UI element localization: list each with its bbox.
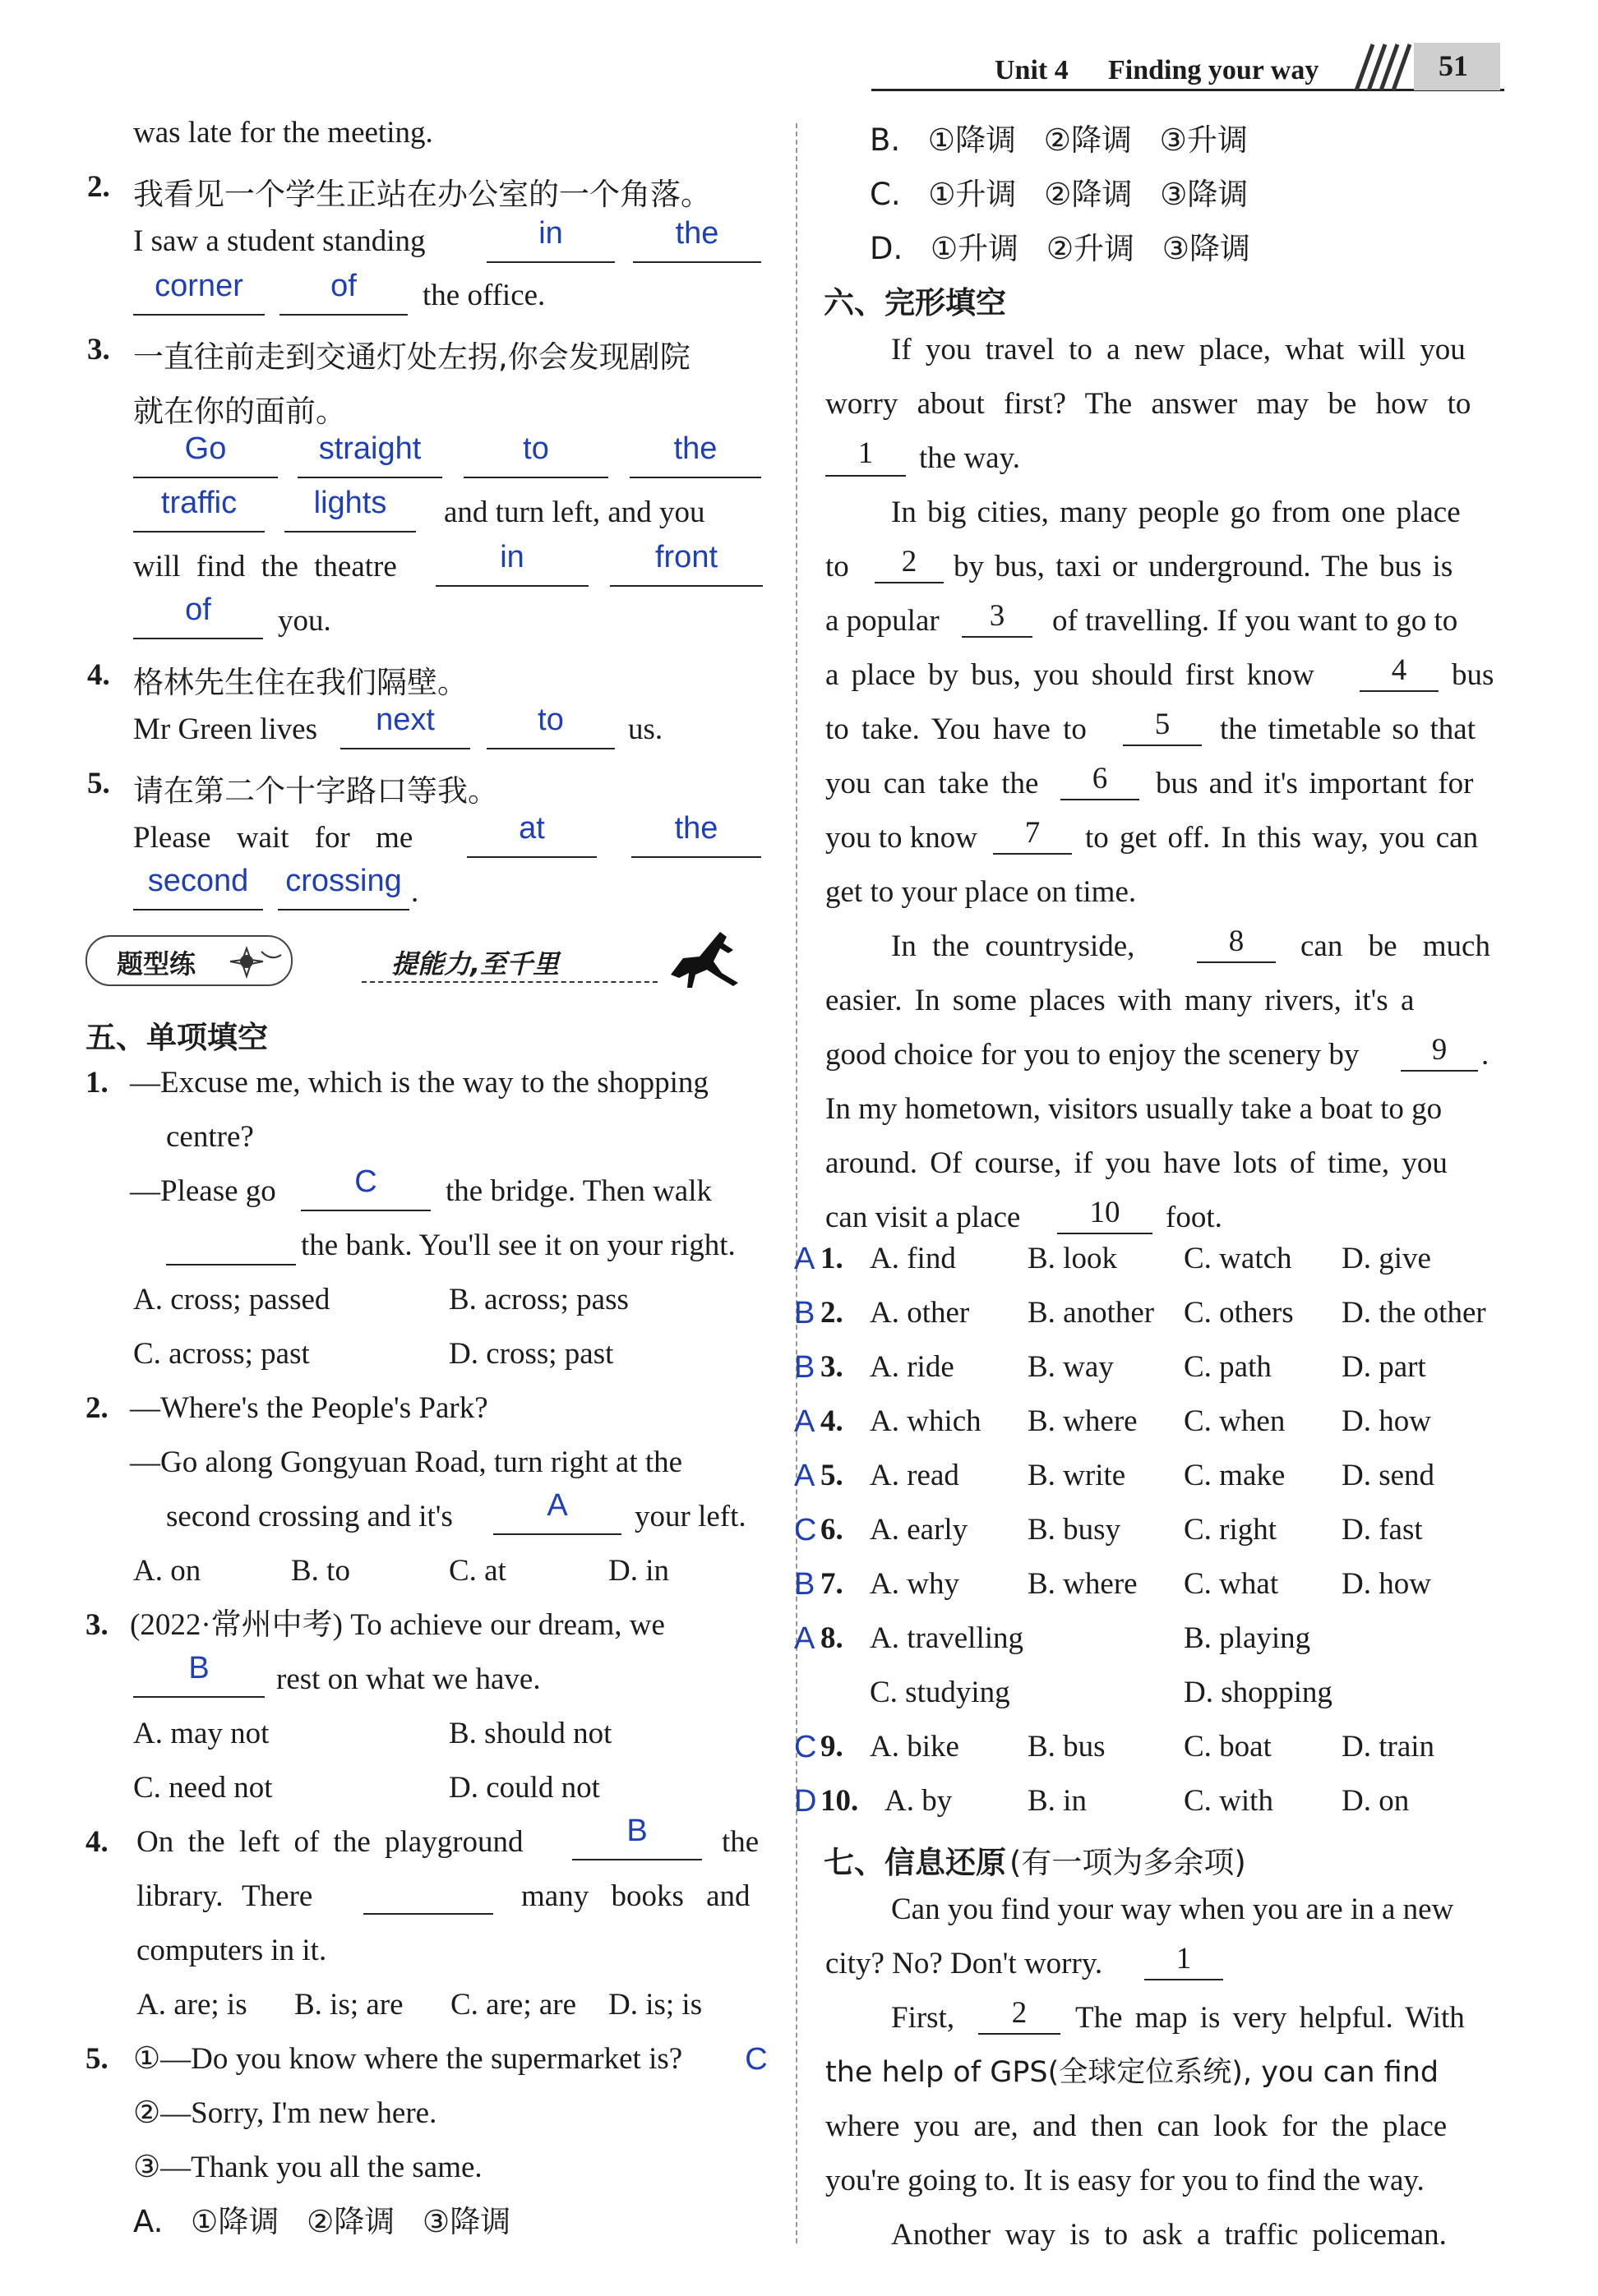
cloze-line-1: If you travel to a new place, what will you (891, 333, 1466, 367)
q2-answer-2: the (675, 216, 719, 251)
q3-answer-6: lights (313, 486, 387, 520)
q5-blank-4[interactable] (278, 909, 409, 911)
s5q3-number: 3. (85, 1608, 109, 1642)
q4-english-a: Mr Green lives (133, 712, 317, 746)
s5q3-opt-a[interactable]: A. may not (133, 1717, 270, 1750)
sec7-line6: you're going to. It is easy for you to find the way. (825, 2164, 1425, 2197)
cq10-answer: D (794, 1784, 817, 1819)
q3-answer-9: of (185, 592, 211, 627)
s5q1-blank[interactable] (301, 1210, 431, 1211)
q4-blank-2[interactable] (487, 748, 615, 749)
cq10-number: 10. (820, 1784, 859, 1818)
cloze-line-22: . (1481, 1038, 1489, 1072)
s5q4-blank-1[interactable] (572, 1859, 702, 1860)
cq1-opt-b[interactable]: B. look (1028, 1242, 1117, 1275)
s5q2-line3b: your left. (635, 1500, 746, 1533)
q3-chinese-1: 一直往前走到交通灯处左拐,你会发现剧院 (133, 339, 690, 375)
q2-english-a: I saw a student standing (133, 224, 426, 258)
sec7-line4: the help of GPS(全球定位系统), you can find (825, 2056, 1439, 2089)
cloze-blank-1-num: 1 (857, 436, 874, 470)
cq9-opt-d[interactable]: D. train (1342, 1730, 1435, 1763)
cq1-opt-c[interactable]: C. watch (1184, 1242, 1292, 1275)
s5q5-line2: ②—Sorry, I'm new here. (133, 2096, 437, 2130)
sec7-line1: Can you find your way when you are in a new (891, 1893, 1454, 1926)
cloze-blank-4[interactable] (1360, 690, 1439, 692)
cq2-opt-b[interactable]: B. another (1028, 1296, 1155, 1330)
q5-english-a: Please wait for me (133, 821, 413, 855)
cloze-line-14: bus and it's important for (1156, 767, 1474, 800)
cq10-opt-c[interactable]: C. with (1184, 1784, 1273, 1818)
cq10-opt-b[interactable]: B. in (1028, 1784, 1087, 1818)
cq6-number: 6. (820, 1513, 843, 1547)
cq1-answer: A (794, 1242, 815, 1276)
q3-answer-8: front (654, 540, 718, 574)
cq6-opt-c[interactable]: C. right (1184, 1513, 1277, 1547)
s5q4-opt-a[interactable]: A. are; is (136, 1988, 247, 2022)
cloze-line-25: can visit a place (825, 1201, 1021, 1234)
cq2-answer: B (794, 1296, 815, 1330)
q4-answer-1: next (376, 703, 435, 737)
cq9-opt-a[interactable]: A. bike (870, 1730, 959, 1763)
s5q2-blank[interactable] (493, 1533, 621, 1535)
s5q3-line1: (2022·常州中考) To achieve our dream, we (130, 1608, 665, 1642)
cloze-line-17: get to your place on time. (825, 875, 1137, 909)
cloze-blank-5[interactable] (1123, 745, 1202, 746)
q3-answer-3: to (523, 431, 549, 466)
q3-answer-7: in (500, 540, 524, 574)
sec7-note: (有一项为多余项) (1009, 1845, 1246, 1880)
cloze-blank-8[interactable] (1197, 961, 1276, 963)
cq5-opt-a[interactable]: A. read (870, 1459, 959, 1492)
q5-blank-3[interactable] (133, 909, 263, 911)
s5q1-number: 1. (85, 1066, 109, 1100)
continued-line: was late for the meeting. (133, 116, 433, 150)
q2-number: 2. (87, 170, 110, 204)
q3-english-a: and turn left, and you (444, 496, 705, 529)
sec7-blank-2-num: 2 (1011, 1996, 1028, 2030)
cloze-line-7: a popular (825, 604, 940, 638)
cq2-opt-d[interactable]: D. the other (1342, 1296, 1486, 1330)
cq7-number: 7. (820, 1567, 843, 1601)
cq3-opt-c[interactable]: C. path (1184, 1350, 1272, 1384)
s5q1-line3a: —Please go (130, 1174, 276, 1208)
s5q2-answer: A (547, 1488, 568, 1523)
cq5-answer: A (794, 1459, 815, 1493)
q3-blank-5[interactable] (133, 531, 265, 533)
s5q1-opt-c[interactable]: C. across; past (133, 1337, 310, 1371)
s5q2-line2: —Go along Gongyuan Road, turn right at the (130, 1445, 683, 1479)
cq4-number: 4. (820, 1404, 843, 1438)
cq6-opt-d[interactable]: D. fast (1342, 1513, 1423, 1547)
q5-number: 5. (87, 767, 110, 800)
page-number-box (1414, 43, 1500, 90)
s5q4-line2b: many books and (521, 1879, 751, 1913)
cloze-line-15: you to know (825, 821, 977, 855)
q5-answer-3: second (147, 864, 249, 898)
cq5-opt-c[interactable]: C. make (1184, 1459, 1286, 1492)
cq6-answer: C (794, 1513, 817, 1547)
cloze-blank-7-num: 7 (1024, 816, 1041, 850)
q3-blank-7[interactable] (436, 585, 589, 587)
s5q4-opt-d[interactable]: D. is; is (608, 1988, 703, 2022)
q3-chinese-2: 就在你的面前。 (133, 394, 346, 429)
q3-answer-5: traffic (160, 486, 238, 520)
cq7-opt-b[interactable]: B. where (1028, 1567, 1138, 1601)
cq4-opt-d[interactable]: D. how (1342, 1404, 1431, 1438)
q5-blank-1[interactable] (467, 856, 597, 858)
q5-answer-1: at (519, 811, 545, 846)
s5q3-line2: rest on what we have. (276, 1662, 541, 1696)
q3-answer-1: Go (184, 431, 227, 466)
s5q4-opt-c[interactable]: C. are; are (450, 1988, 577, 2022)
s5q5-line3: ③—Thank you all the same. (133, 2151, 483, 2184)
s5q2-opt-d[interactable]: D. in (608, 1554, 669, 1588)
q3-answer-4: the (673, 431, 718, 466)
s5q2-line1: —Where's the People's Park? (130, 1391, 488, 1425)
cloze-line-23: In my hometown, visitors usually take a boat to go (825, 1092, 1443, 1126)
r-opt-d[interactable]: D. ①升调 ②升调 ③降调 (870, 231, 1251, 266)
sec7-line5: where you are, and then can look for the place (825, 2109, 1448, 2143)
cloze-line-10: bus (1452, 658, 1494, 692)
q3-blank-8[interactable] (610, 585, 763, 587)
cq8-opt-a[interactable]: A. travelling (870, 1621, 1024, 1655)
cq9-number: 9. (820, 1730, 843, 1763)
q2-answer-4: of (330, 269, 357, 303)
cq3-opt-d[interactable]: D. part (1342, 1350, 1426, 1384)
cq9-opt-c[interactable]: C. boat (1184, 1730, 1272, 1763)
cloze-line-6: by bus, taxi or underground. The bus is (954, 550, 1453, 583)
cq2-opt-c[interactable]: C. others (1184, 1296, 1294, 1330)
cloze-blank-8-num: 8 (1228, 924, 1245, 958)
cloze-blank-6[interactable] (1060, 799, 1139, 800)
s5q3-blank[interactable] (133, 1696, 265, 1698)
cq9-opt-b[interactable]: B. bus (1028, 1730, 1106, 1763)
banner-tag-box (85, 935, 293, 986)
s5q1-opt-a[interactable]: A. cross; passed (133, 1283, 330, 1316)
cq1-number: 1. (820, 1242, 843, 1275)
s5q3-opt-b[interactable]: B. should not (449, 1717, 612, 1750)
sec7-blank-1-num: 1 (1175, 1942, 1192, 1976)
s5q5-number: 5. (85, 2042, 109, 2076)
unit-title: Finding your way (1108, 55, 1319, 85)
q4-english-b: us. (628, 712, 663, 746)
cloze-blank-5-num: 5 (1154, 708, 1171, 741)
cloze-blank-9[interactable] (1401, 1070, 1478, 1072)
q2-blank-2[interactable] (633, 261, 761, 263)
s5q4-answer: B (626, 1814, 648, 1848)
cloze-blank-4-num: 4 (1391, 653, 1407, 687)
cloze-blank-9-num: 9 (1431, 1033, 1448, 1067)
cq7-opt-c[interactable]: C. what (1184, 1567, 1279, 1601)
s5q5-line1: ①—Do you know where the supermarket is? (133, 2042, 683, 2076)
s5q1-line1: —Excuse me, which is the way to the shopping (130, 1066, 709, 1100)
cq5-number: 5. (820, 1459, 843, 1492)
s5q4-line2a: library. There (136, 1879, 313, 1913)
cq6-opt-a[interactable]: A. early (870, 1513, 968, 1547)
s5q4-line3: computers in it. (136, 1934, 327, 1967)
cq3-opt-b[interactable]: B. way (1028, 1350, 1114, 1384)
q4-number: 4. (87, 658, 110, 692)
s5q1-answer: C (354, 1164, 377, 1199)
cloze-line-12: the timetable so that (1220, 712, 1476, 746)
cloze-line-21: good choice for you to enjoy the scenery by (825, 1038, 1360, 1072)
cq2-opt-a[interactable]: A. other (870, 1296, 970, 1330)
q5-chinese: 请在第二个十字路口等我。 (133, 773, 498, 809)
q3-english-c: you. (278, 604, 331, 638)
q2-english-b: the office. (423, 279, 546, 312)
cloze-line-18: In the countryside, (891, 929, 1135, 963)
cloze-line-16: to get off. In this way, you can (1085, 821, 1479, 855)
s5q1-opt-d[interactable]: D. cross; past (449, 1337, 614, 1371)
s5q4-number: 4. (85, 1825, 109, 1859)
cloze-line-2: worry about first? The answer may be how to (825, 387, 1471, 421)
cq8-opt-b[interactable]: B. playing (1184, 1621, 1311, 1655)
cq4-opt-a[interactable]: A. which (870, 1404, 981, 1438)
s5q3-opt-d[interactable]: D. could not (449, 1771, 600, 1805)
s5q4-blank-2[interactable] (363, 1913, 493, 1915)
s5q2-number: 2. (85, 1391, 109, 1425)
cq8-opt-d[interactable]: D. shopping (1184, 1676, 1332, 1709)
cloze-line-4: In big cities, many people go from one place (891, 496, 1461, 529)
cloze-line-13: you can take the (825, 767, 1039, 800)
r-opt-b[interactable]: B. ①降调 ②降调 ③升调 (870, 122, 1248, 158)
cloze-blank-10-num: 10 (1089, 1196, 1120, 1229)
cq6-opt-b[interactable]: B. busy (1028, 1513, 1121, 1547)
cq3-number: 3. (820, 1350, 843, 1384)
horse-icon (663, 925, 745, 991)
q5-blank-2[interactable] (631, 856, 761, 858)
cq5-opt-b[interactable]: B. write (1028, 1459, 1126, 1492)
cq10-opt-a[interactable]: A. by (884, 1784, 953, 1818)
sec5-title: 五、单项填空 (85, 1020, 268, 1055)
cloze-line-26: foot. (1166, 1201, 1222, 1234)
q3-blank-1[interactable] (133, 477, 278, 478)
column-divider (796, 123, 797, 2243)
q3-english-b: will find the theatre (133, 550, 397, 583)
banner-underline (362, 981, 658, 983)
s5q4-opt-b[interactable]: B. is; are (294, 1988, 404, 2022)
s5q5-answer: C (745, 2042, 768, 2077)
s5q3-answer: B (188, 1651, 210, 1685)
cloze-line-8: of travelling. If you want to go to (1052, 604, 1458, 638)
sec7-line3a: First, (891, 2001, 955, 2035)
cloze-blank-7[interactable] (993, 853, 1072, 855)
s5q1-line4: the bank. You'll see it on your right. (301, 1229, 736, 1262)
q3-blank-4[interactable] (630, 477, 761, 478)
s5q1-line2: centre? (166, 1120, 254, 1154)
q2-answer-1: in (538, 216, 563, 251)
q4-chinese: 格林先生住在我们隔壁。 (133, 665, 468, 700)
cq4-opt-c[interactable]: C. when (1184, 1404, 1286, 1438)
s5q5-opt-a[interactable]: A. ①降调 ②降调 ③降调 (133, 2204, 511, 2239)
q4-answer-2: to (538, 703, 564, 737)
cloze-blank-3-num: 3 (989, 599, 1005, 633)
sec7-title: 七、信息还原 (824, 1845, 1006, 1880)
q4-blank-1[interactable] (340, 748, 470, 749)
q5-answer-2: the (674, 811, 718, 846)
cq4-answer: A (794, 1404, 815, 1439)
s5q1-opt-b[interactable]: B. across; pass (449, 1283, 629, 1316)
q2-chinese: 我看见一个学生正站在办公室的一个角落。 (133, 177, 711, 212)
q3-blank-6[interactable] (284, 531, 416, 533)
s5q2-opt-c[interactable]: C. at (449, 1554, 506, 1588)
q3-blank-3[interactable] (464, 477, 608, 478)
cloze-blank-10[interactable] (1057, 1233, 1152, 1234)
cq8-number: 8. (820, 1621, 843, 1655)
sec6-title: 六、完形填空 (824, 285, 1006, 320)
cq8-opt-c[interactable]: C. studying (870, 1676, 1010, 1709)
cq3-answer: B (794, 1350, 815, 1385)
cq2-number: 2. (820, 1296, 843, 1330)
cq7-answer: B (794, 1567, 815, 1602)
cq3-opt-a[interactable]: A. ride (870, 1350, 954, 1384)
sec7-line7: Another way is to ask a traffic policeman. (891, 2218, 1447, 2252)
q3-blank-2[interactable] (298, 477, 442, 478)
cq5-opt-d[interactable]: D. send (1342, 1459, 1435, 1492)
sec7-line3b: The map is very helpful. With (1075, 2001, 1465, 2035)
s5q2-line3a: second crossing and it's (166, 1500, 453, 1533)
q3-blank-9[interactable] (133, 638, 263, 639)
q2-answer-3: corner (155, 269, 243, 303)
cloze-line-11: to take. You have to (825, 712, 1087, 746)
cloze-line-24: around. Of course, if you have lots of time, you (825, 1146, 1448, 1180)
cloze-blank-2-num: 2 (901, 545, 917, 579)
s5q4-line1a: On the left of the playground (136, 1825, 524, 1859)
cloze-line-20: easier. In some places with many rivers, it's a (825, 984, 1415, 1017)
cq10-opt-d[interactable]: D. on (1342, 1784, 1410, 1818)
q2-blank-4[interactable] (279, 314, 408, 316)
cq8-answer: A (794, 1621, 815, 1656)
q3-answer-2: straight (318, 431, 422, 466)
cloze-line-3: the way. (919, 441, 1020, 475)
q5-end: . (411, 875, 419, 909)
banner-slogan: 提能力,至千里 (391, 948, 560, 980)
cloze-line-9: a place by bus, you should first know (825, 658, 1314, 692)
q2-blank-1[interactable] (487, 261, 615, 263)
cq7-opt-d[interactable]: D. how (1342, 1567, 1431, 1601)
sec7-blank-1[interactable] (1144, 1979, 1223, 1980)
q2-blank-3[interactable] (133, 314, 265, 316)
cloze-blank-2[interactable] (875, 582, 944, 583)
cq1-opt-a[interactable]: A. find (870, 1242, 956, 1275)
r-opt-c[interactable]: C. ①升调 ②降调 ③降调 (870, 177, 1249, 212)
unit-label: Unit 4 (995, 55, 1069, 85)
cloze-blank-3[interactable] (962, 636, 1032, 638)
cloze-line-19: can be much (1300, 929, 1490, 963)
cq9-answer: C (794, 1730, 817, 1764)
cloze-blank-6-num: 6 (1092, 762, 1108, 795)
q5-answer-4: crossing (285, 864, 402, 898)
sec7-line2: city? No? Don't worry. (825, 1947, 1103, 1980)
cloze-line-5: to (825, 550, 849, 583)
banner-tag: 题型练 (117, 948, 196, 980)
s5q2-opt-b[interactable]: B. to (291, 1554, 350, 1588)
flower-icon (229, 943, 283, 980)
q3-number: 3. (87, 333, 110, 367)
s5q1-blank-2[interactable] (166, 1264, 296, 1266)
cq4-opt-b[interactable]: B. where (1028, 1404, 1138, 1438)
s5q4-line1b: the (722, 1825, 760, 1859)
s5q1-line3b: the bridge. Then walk (446, 1174, 713, 1208)
cq1-opt-d[interactable]: D. give (1342, 1242, 1431, 1275)
s5q3-opt-c[interactable]: C. need not (133, 1771, 273, 1805)
cloze-blank-1[interactable] (825, 475, 906, 477)
sec7-blank-2[interactable] (978, 2033, 1060, 2035)
cq7-opt-a[interactable]: A. why (870, 1567, 959, 1601)
page-number: 51 (1439, 49, 1468, 82)
s5q2-opt-a[interactable]: A. on (133, 1554, 201, 1588)
